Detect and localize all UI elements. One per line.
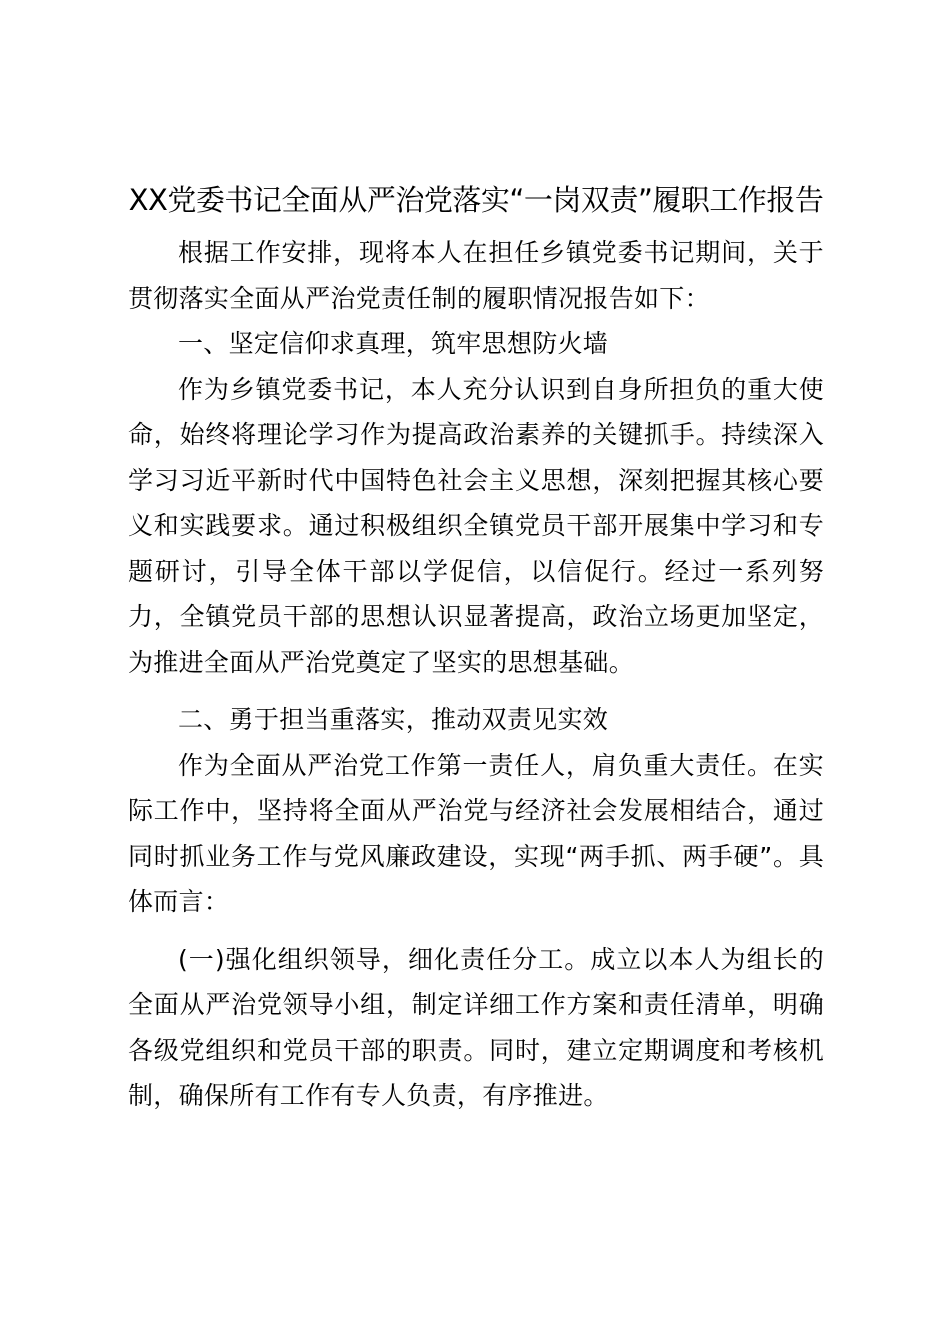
body-paragraph-2: 作为全面从严治党工作第一责任人，肩负重大责任。在实际工作中，坚持将全面从严治党与经济社会发展相结合，通过同时抓业务工作与党风廉政建设，实现“两手抓、两手硬”。具体而言： xyxy=(128,750,824,916)
body-paragraph-1: 作为乡镇党委书记，本人充分认识到自身所担负的重大使命，始终将理论学习作为提高政治素养的关键抓手。持续深入学习习近平新时代中国特色社会主义思想，深刻把握其核心要义和实践要求。通过积极组织全镇党员干部开展集中学习和专题研讨，引导全体干部以学促信，以信促行。经过一系列努力，全镇党员干部的思想认识显著提高，政治立场更加坚定，为推进全面从严治党奠定了坚实的思想基础。 xyxy=(128,374,824,677)
document-title: XX党委书记全面从严治党落实“一岗双责”履职工作报告 xyxy=(128,183,824,217)
document-page xyxy=(128,176,824,1119)
section-heading-1: 一、坚定信仰求真理，筑牢思想防火墙 xyxy=(178,329,609,358)
intro-paragraph: 根据工作安排，现将本人在担任乡镇党委书记期间，关于贯彻落实全面从严治党责任制的履职情况报告如下： xyxy=(128,238,824,313)
subsection-paragraph-1: (一)强化组织领导，细化责任分工。成立以本人为组长的全面从严治党领导小组，制定详细工作方案和责任清单，明确各级党组织和党员干部的职责。同时，建立定期调度和考核机制，确保所有工作有专人负责，有序推进。 xyxy=(128,944,824,1110)
section-heading-2: 二、勇于担当重落实，推动双责见实效 xyxy=(178,705,609,734)
